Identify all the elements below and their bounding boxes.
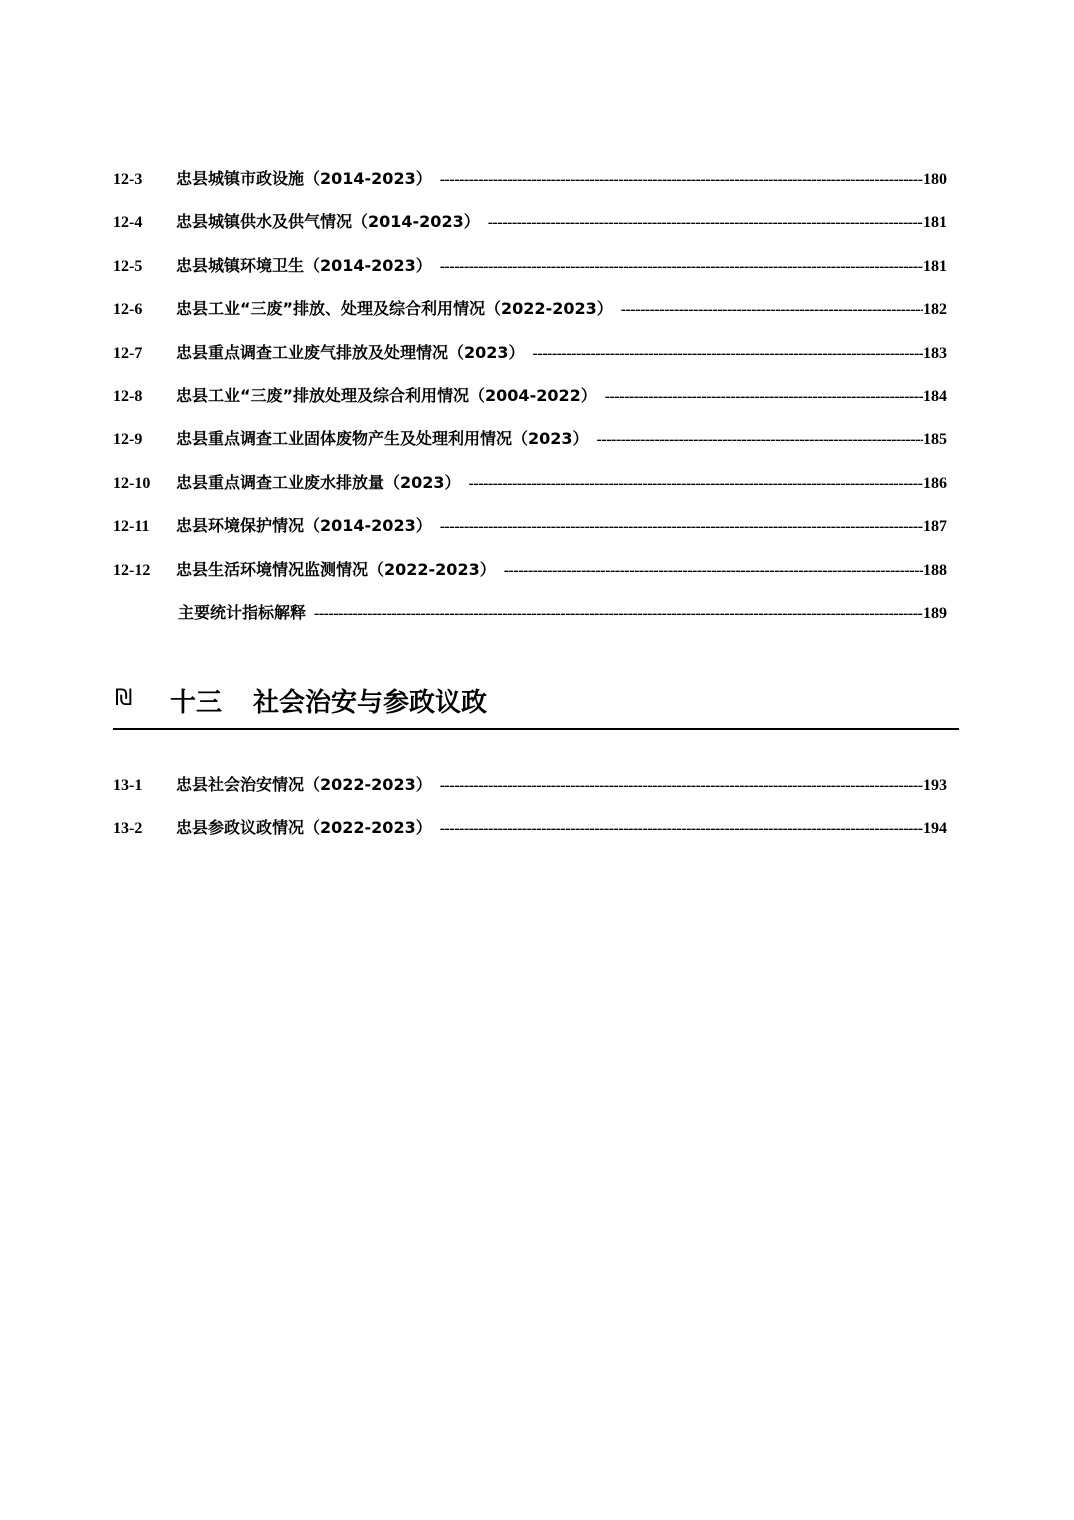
dot-leader [597,431,923,449]
entry-page: 193 [923,777,947,794]
entry-title: 忠县工业“三废”排放、处理及综合利用情况（2022-2023） [176,299,613,319]
entry-number: 13-1 [113,777,143,794]
entry-title: 忠县重点调查工业固体废物产生及处理利用情况（2023） [176,429,589,449]
toc-entry[interactable] [113,253,947,296]
toc-entry-indicator-explanation[interactable] [113,600,947,643]
entry-page: 185 [923,431,947,449]
entry-page: 181 [923,257,947,275]
chapter-marker-icon: ₪ [115,686,133,711]
dot-leader [440,777,923,795]
entry-title: 忠县参政议政情况（2022-2023） [176,818,432,838]
entry-page: 194 [923,820,947,838]
dot-leader [440,518,923,536]
dot-leader [440,171,923,189]
entry-number: 12-11 [113,518,150,536]
dot-leader [440,820,923,838]
entry-number: 12-12 [113,561,151,579]
entry-title: 忠县环境保护情况（2014-2023） [176,516,432,536]
toc-entry[interactable] [113,383,947,426]
toc-section-12 [113,166,947,643]
toc-entry[interactable] [113,209,947,252]
entry-page: 180 [923,171,947,188]
chapter-number: 十三 [170,688,223,718]
entry-number: 12-7 [113,344,143,362]
entry-number: 12-10 [113,474,151,492]
entry-number: 12-4 [113,214,143,232]
entry-page: 184 [923,387,947,405]
dot-leader [533,345,923,363]
dot-leader [504,562,923,580]
entry-page: 188 [923,561,947,579]
entry-number: 12-5 [113,257,143,275]
toc-entry[interactable] [113,772,947,815]
toc-entry[interactable] [113,815,947,858]
dot-leader [488,214,923,232]
dot-leader [469,475,923,493]
entry-title: 主要统计指标解释 [178,602,307,622]
dot-leader [605,388,923,406]
entry-number: 12-6 [113,301,143,319]
dot-leader [440,258,923,276]
chapter-13-header [113,680,959,730]
toc-entry[interactable] [113,166,947,209]
entry-page: 181 [923,214,947,232]
dot-leader [314,605,923,623]
entry-title: 忠县工业“三废”排放处理及综合利用情况（2004-2022） [176,385,597,405]
entry-page: 187 [923,518,947,536]
entry-page: 182 [923,301,947,319]
entry-title: 忠县城镇环境卫生（2014-2023） [176,255,432,275]
entry-title: 忠县城镇市政设施（2014-2023） [176,169,432,188]
toc-entry[interactable] [113,426,947,469]
entry-title: 忠县社会治安情况（2022-2023） [176,775,432,794]
entry-page: 189 [923,604,947,622]
toc-entry[interactable] [113,557,947,600]
toc-section-13 [113,772,947,859]
entry-page: 186 [923,474,947,492]
toc-entry[interactable] [113,340,947,383]
entry-title: 忠县重点调查工业废气排放及处理情况（2023） [176,342,525,362]
entry-number: 12-8 [113,387,143,405]
toc-entry[interactable] [113,296,947,339]
entry-page: 183 [923,344,947,362]
entry-number: 12-9 [113,431,143,449]
entry-number: 13-2 [113,820,143,838]
chapter-title: 社会治安与参政议政 [253,688,488,718]
dot-leader [621,301,923,319]
entry-title: 忠县城镇供水及供气情况（2014-2023） [176,212,480,232]
entry-title: 忠县生活环境情况监测情况（2022-2023） [176,559,496,579]
entry-number: 12-3 [113,171,143,188]
toc-entry[interactable] [113,470,947,513]
entry-title: 忠县重点调查工业废水排放量（2023） [176,472,461,492]
toc-entry[interactable] [113,513,947,556]
